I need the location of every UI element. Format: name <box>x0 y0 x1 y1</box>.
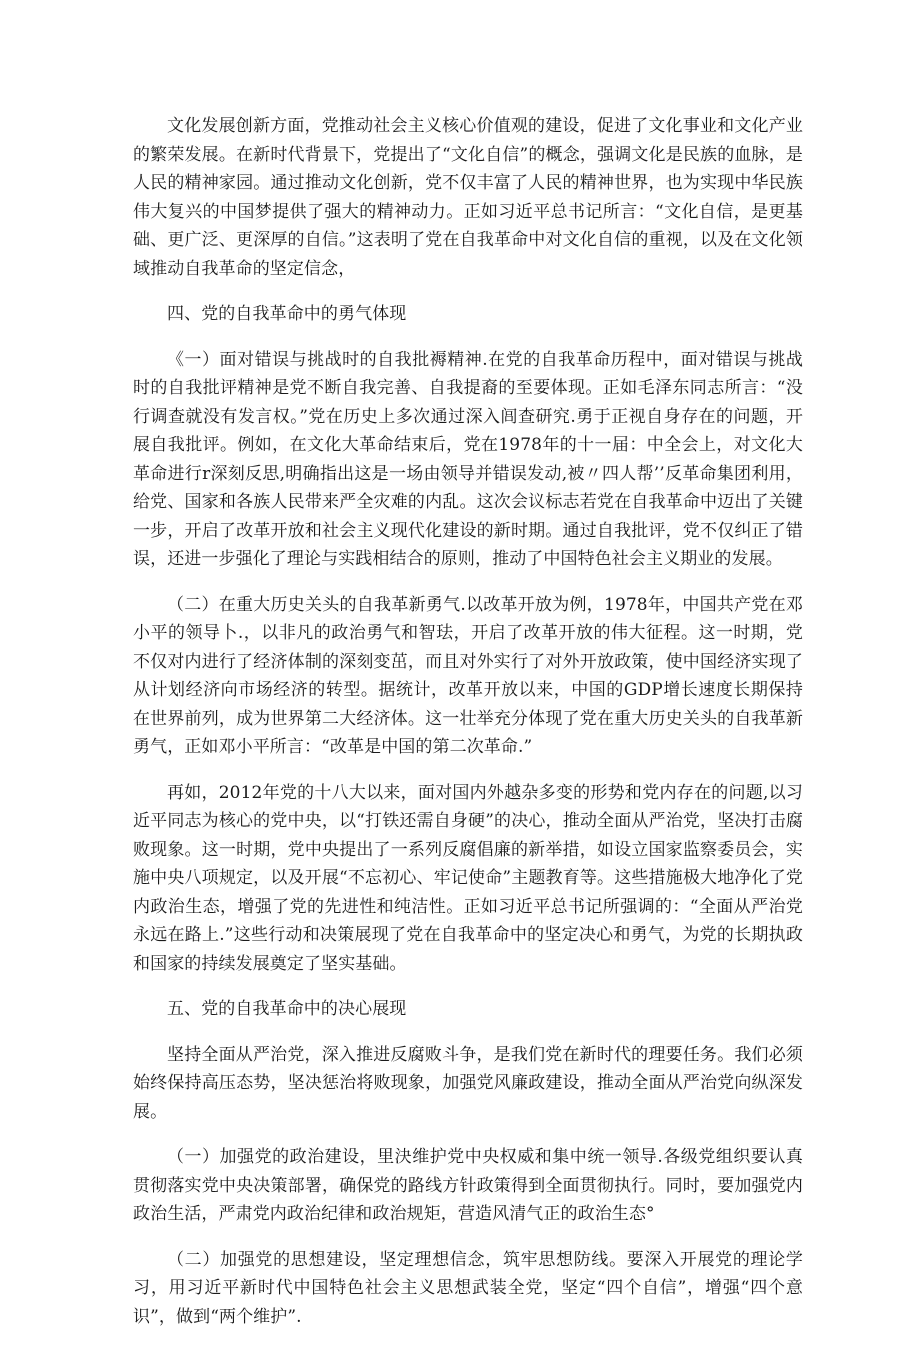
paragraph-culture-development: 文化发展创新方面，党推动社会主义核心价值观的建设，促进了文化事业和文化产业的繁荣发展。在新时代背景下，党提出了“文化自信”的概念，强调文化是民族的血脉，是人民的精神家园。通过推动文化创新，党不仅丰富了人民的精神世界，也为实现中华民族伟大复兴的中国梦提供了强大的精神动力。正如习近平总书记所言：“文化自信，是更基础、更广泛、更深厚的自信。”这表明了党在自我革命中对文化自信的重视，以及在文化领域推动自我革命的坚定信念， <box>133 116 803 279</box>
paragraph-self-criticism: 《一）面对错误与挑战时的自我批褥精神.在党的自我革命历程中，面对错误与挑战时的自我批评精神是党不断自我完善、自我提裔的至要体现。正如毛泽东同志所言：“没行调查就没有发言权。”党在历史上多次通过深入闾查研究.勇于正视自身存在的问题，开展自我批评。例如，在文化大革命结束后，党在1978年的十一届：中全会上，对文化大革命进行r深刻反思,明确指出这是一场由领导并错误发动,被〃四人帮’’反革命集团利用，给党、国家和各族人民带来严全灾难的内乱。这次会议标志若党在自我革命中迈出了关键一步，开启了改革开放和社会主义现代化建设的新时期。通过自我批评，党不仅纠正了错误，还进一步强化了理论与实践相结合的原则，推动了中国特色社会主义期业的发展。 <box>133 349 803 569</box>
paragraph-political-building: （一）加强党的政治建设，里決维护党中央权威和集中统一领导.各级党组织要认真贯彻落实党中央决策部署，确保党的路线方针政策得到全面贯彻执行。同时，要加强党内政治生活，严肃党内政治纪律和政治规矩，营造风清气正的政治生态° <box>133 1147 803 1224</box>
paragraph-eighteenth-congress: 再如，2012年党的十八大以来，面对国内外越杂多变的形势和党内存在的问题,以习近平同志为核心的党中央，以“打铁还需自身硬”的决心，推动全面从严治党，坚决打击腐败现象。这一时期，党中央提出了一系列反腐倡廉的新举措，如设立国家监察委员会，实施中央八项规定，以及开展“不忘初心、牢记使命”主题教育等。这些措施极大地净化了党内政治生态，增强了党的先进性和纯洁性。正如习近平总书记所强调的：“全面从严治党永远在路上.”这些行动和决策展现了党在自我革命中的坚定决心和勇气，为党的长期执政和国家的持续发展奠定了坚实基础。 <box>133 782 803 974</box>
document-body <box>133 112 803 1348</box>
section-heading-courage: 四、党的自我革命中的勇气体现 <box>167 304 407 324</box>
paragraph-reform-courage: （二）在重大历史关头的自我革新勇气.以改革开放为例，1978年，中国共产党在邓小平的领导卜.，以非凡的政治勇气和智珐，开启了改革开放的伟大征程。这一时期，党不仅对内进行了经济体制的深刻变茁，而且对外实行了对外开放政策，使中国经济实现了从计划经济向市场经济的转型。据统计，改革开放以来，中国的GDP增长速度长期保持在世界前列，成为世界第二大经济体。这一壮举充分体现了党在重大历史关头的自我革新勇气，正如邓小平所言：“改革是中国的第二次革命.” <box>133 594 803 757</box>
paragraph-ideological-building: （二）加强党的思想建设，坚定理想信念，筑牢思想防线。要深入开展党的理论学习，用习近平新时代中国特色社会主义思想武装全党，坚定“四个自信”，增强“四个意识”，做到“两个维护”. <box>133 1249 803 1327</box>
section-heading-determination: 五、党的自我革命中的决心展现 <box>167 999 407 1019</box>
paragraph-strict-governance: 坚持全面从严治党，深入推进反腐败斗争，是我们党在新时代的理要任务。我们必须始终保持高压态势，坚决惩治将败现象，加强党风廉政建设，推动全面从严治党向纵深发展。 <box>133 1044 803 1122</box>
